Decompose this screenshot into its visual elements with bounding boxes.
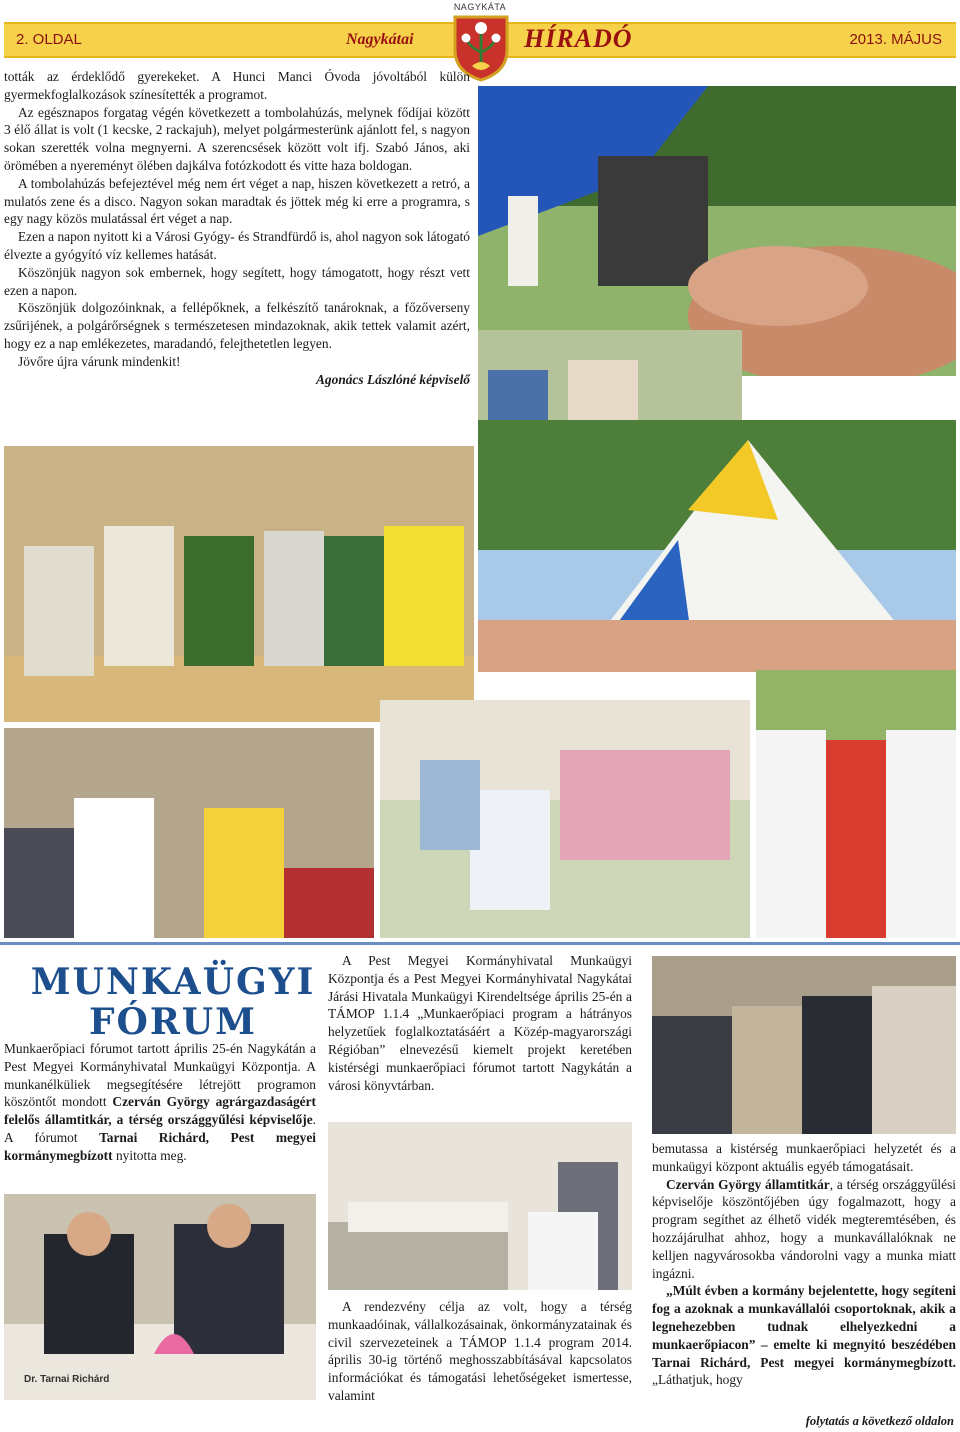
forum-col2-bottom [328, 1298, 632, 1405]
continued-note: folytatás a következő oldalon [805, 1414, 954, 1428]
forum-col3-p3 [652, 1282, 956, 1389]
forum-title [28, 962, 318, 1042]
photo-dancers [380, 700, 750, 938]
forum-col2 [328, 952, 632, 1094]
forum-title-line1: MUNKAÜGYI [30, 961, 316, 1003]
photo-three-women [756, 670, 956, 938]
photo-group-prizes [4, 446, 474, 722]
photo-audience [652, 956, 956, 1134]
photo-boys-table [4, 728, 374, 938]
forum-col3-p2 [652, 1176, 956, 1283]
forum-col3-p3-end: „Láthatjuk, hogy [652, 1372, 743, 1388]
photo-speaker-table [4, 1194, 316, 1400]
section-divider [0, 942, 960, 945]
forum-intro-end: nyitotta meg. [112, 1147, 187, 1163]
forum-col2-bottom-text: A rendezvény célja az volt, hogy a térség munkaadóinak, vállalkozásainak, önkormányzatainak és civil szervezeteinek a TÁMOP 1.1.4 program 2014. április 30-ig történő meghosszabbításával kapcsolatos információkat és támogatási lehetőségeket ismertesse, valamint [328, 1299, 632, 1403]
forum-intro-mid: . A fórumot [4, 1112, 316, 1145]
article1-paragraph: tották az érdeklődő gyerekeket. A Hunci Manci Óvoda jóvoltából külön gyermekfoglalkozások színesítették a programot. [4, 69, 470, 102]
forum-intro-text: Munkaerőpiaci fórumot tartott április 25-én Nagykátán a Pest Megyei Kormányhivatal Munkaügyi Központja. A munkanélküliek megsegítésére létrejött programon köszöntőt mondott [4, 1041, 316, 1110]
paper-name: Nagykátai [346, 31, 414, 48]
photo-tent-pool [478, 420, 956, 672]
photo-speaker-podium [328, 1122, 632, 1290]
forum-col3 [652, 1140, 956, 1389]
crest-label: NAGYKÁTA [453, 2, 507, 12]
article1-paragraph: Köszönjük nagyon sok embernek, hogy segített, hogy támogatott, hogy részt vett ezen a napon. [4, 264, 470, 298]
article1-paragraph: Ezen a napon nyitott ki a Városi Gyógy- és Strandfürdő is, ahol nagyon sok látogató élvezte a gyógyító víz kellemes hatását. [4, 229, 470, 262]
article1-signature: Agonács Lászlóné képviselő [316, 371, 470, 387]
forum-title-line2: FÓRUM [88, 1001, 258, 1043]
article1-paragraph: Jövőre újra várunk mindenkit! [18, 353, 181, 369]
article1-paragraph: A tombolahúzás befejeztével még nem ért véget a nap, hiszen következett a retró, a mulatós zene és a disco. Nagyon sokan maradtak és jöttek még ki erre a programra, s egy nagy közös mulatással ért véget a nap. [4, 175, 470, 227]
forum-col3-p1: bemutassa a kistérség munkaerőpiaci helyzetét és a munkaügyi központ aktuális egyéb támogatásait. [652, 1141, 956, 1174]
forum-intro-paragraph [4, 1040, 316, 1165]
forum-col3-p2-text: , a térség országgyűlési képviselője köszöntőjében úgy fogalmazott, hogy a program segíthet az élhető vidék megteremtésében, és hozzájárulhat ahhoz, hogy a munkavállalóknak ne kelljen nagyvárosokba vándorolni vagy a munka miatt ingázni. [652, 1176, 957, 1281]
forum-col2-top: A Pest Megyei Kormányhivatal Munkaügyi Központja és a Pest Megyei Kormányhivatal Nagykátai Járási Hivatala Munkaügyi Kirendeltsége április 25-én a TÁMOP 1.1.4 „Munkaerőpiaci program a hátrányos helyzetűek foglalkoztatásáért a Közép-magyarországi Régióban” elnevezésű kiemelt projekt keretében kistérségi munkaerőpiaci fórumot tartott Nagykátán a városi könyvtárban. [328, 953, 632, 1093]
forum-intro-bold1: Czerván György agrárgazdaságért felelős államtitkár, a térség országgyűlési képviselője [4, 1094, 317, 1128]
forum-col1 [4, 1040, 316, 1165]
article1-paragraph: Köszönjük dolgozóinknak, a fellépőknek, a felkészítő tanároknak, a főzőverseny zsűrijének, a polgárőrségnek s természetesen mindazoknak, akik tettek valamit azért, hogy ez a nap emlékezetes, maradandó, felejthetetlen legyen. [4, 300, 470, 351]
forum-col3-p3-bold: „Múlt évben a kormány bejelentette, hogy segíteni fog a azoknak a munkavállalói csoportoknak, akik a legnehezebben tudnak elhelyezkedni a munkaerőpiacon” – emelte ki megnyitó beszédében Tarnai Richárd, Pest megyei kormánymegbízott. [652, 1283, 956, 1370]
forum-intro-bold2: Tarnai Richárd, Pest megyei kormánymegbízott [4, 1129, 316, 1163]
page-number: 2. OLDAL [16, 31, 82, 48]
article1-text [4, 68, 470, 388]
nameplate-text: Dr. Tarnai Richárd [18, 1372, 115, 1387]
forum-col3-p2-bold: Czerván György államtitkár [666, 1176, 830, 1192]
article1-paragraph: Az egésznapos forgatag végén következett a tombolahúzás, melynek fődíjai között 3 élő állat is volt (1 kecske, 2 rackajuh), melyet polgármesterünk ajánlott fel, s nagyon sokan szerették volna megnyerni. A szerencsések között volt ifj. Szabó János, aki örömében a nyereményt ölében dajkálva fotózkodott és vitte haza boldogan. [4, 104, 470, 173]
paper-title: HÍRADÓ [524, 24, 633, 53]
issue-date: 2013. MÁJUS [849, 31, 942, 48]
